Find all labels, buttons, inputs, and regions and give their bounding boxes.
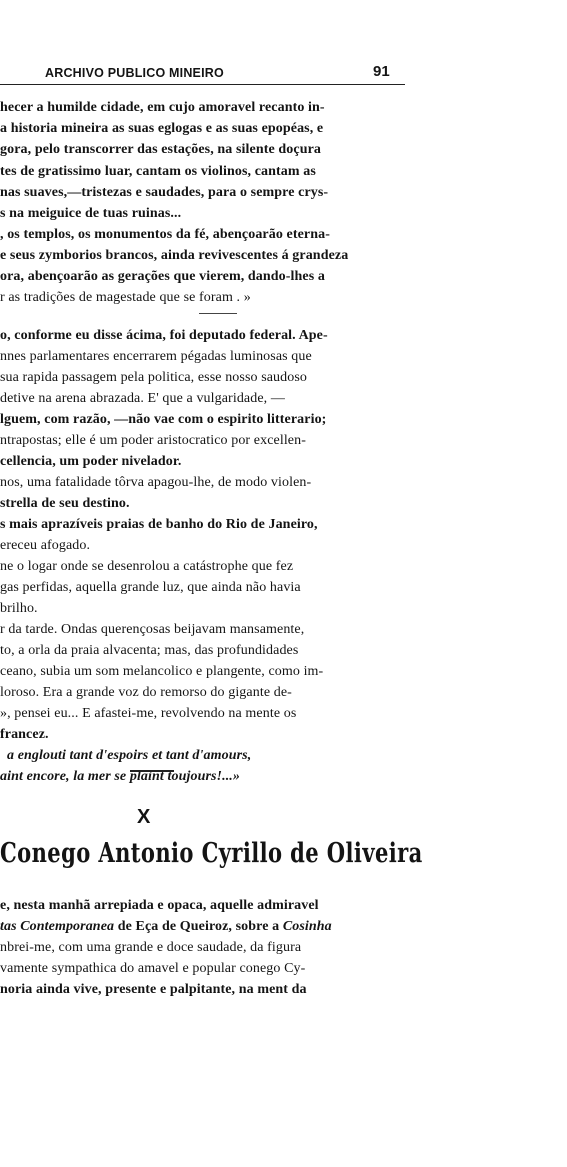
text-line: tes de gratissimo luar, cantam os violinos, cantam as bbox=[0, 164, 316, 179]
text-line: e seus zymborios brancos, ainda revivescentes á grandeza bbox=[0, 248, 349, 263]
text-line: strella de seu destino. bbox=[0, 496, 130, 511]
text-line: r da tarde. Ondas querençosas beijavam mansamente, bbox=[0, 622, 305, 637]
text-line: brilho. bbox=[0, 601, 38, 616]
text-line: s mais aprazíveis praias de banho do Rio de Janeiro, bbox=[0, 517, 318, 532]
text-line: o, conforme eu disse ácima, foi deputado federal. Ape- bbox=[0, 328, 328, 343]
text-fragment: tas Contemporanea bbox=[0, 919, 115, 934]
running-head-title: ARCHIVO PUBLICO MINEIRO bbox=[45, 66, 224, 80]
text-line: lguem, com razão, —não vae com o espirito litterario; bbox=[0, 412, 327, 427]
page-number: 91 bbox=[373, 63, 390, 80]
text-line: cellencia, um poder nivelador. bbox=[0, 454, 182, 469]
text-line: to, a orla da praia alvacenta; mas, das profundidades bbox=[0, 643, 299, 658]
text-line: noria ainda vive, presente e palpitante, na ment da bbox=[0, 982, 307, 997]
text-line: francez. bbox=[0, 727, 49, 742]
text-line: a historia mineira as suas eglogas e as suas epopéas, e bbox=[0, 121, 324, 136]
text-line: s na meiguice de tuas ruinas... bbox=[0, 206, 182, 221]
text-line: nbrei-me, com uma grande e doce saudade, da figura bbox=[0, 940, 302, 955]
text-line: ntrapostas; elle é um poder aristocratico por excellen- bbox=[0, 433, 306, 448]
text-fragment: Cosinha bbox=[282, 919, 332, 934]
text-line: detive na arena abrazada. E' que a vulgaridade, — bbox=[0, 391, 285, 406]
text-line: , os templos, os monumentos da fé, abençoarão eterna- bbox=[0, 227, 330, 242]
text-line: gas perfidas, aquella grande luz, que ainda não havia bbox=[0, 580, 301, 595]
text-line: e, nesta manhã arrepiada e opaca, aquelle admiravel bbox=[0, 898, 319, 913]
text-line: nas suaves,—tristezas e saudades, para o sempre crys- bbox=[0, 185, 329, 200]
text-line: loroso. Era a grande voz do remorso do gigante de- bbox=[0, 685, 292, 700]
text-line: nos, uma fatalidade tôrva apagou-lhe, de modo violen- bbox=[0, 475, 312, 490]
paragraph-divider bbox=[199, 313, 237, 314]
text-line: ereceu afogado. bbox=[0, 538, 91, 553]
text-line: hecer a humilde cidade, em cujo amoravel recanto in- bbox=[0, 100, 325, 115]
text-line: tas Contemporanea de Eça de Queiroz, sobre a Cosinha bbox=[0, 919, 332, 934]
text-line: sua rapida passagem pela politica, esse nosso saudoso bbox=[0, 370, 308, 385]
text-line: vamente sympathica do amavel e popular conego Cy- bbox=[0, 961, 306, 976]
chapter-title: Conego Antonio Cyrillo de Oliveira bbox=[0, 838, 423, 869]
quote-line: a englouti tant d'espoirs et tant d'amours, bbox=[7, 748, 252, 763]
text-line: ora, abençoarão as gerações que vierem, dando-lhes a bbox=[0, 269, 325, 284]
text-line: r as tradições de magestade que se foram . » bbox=[0, 290, 251, 305]
text-line: ceano, subia um som melancolico e plangente, como im- bbox=[0, 664, 324, 679]
text-line: », pensei eu... E afastei-me, revolvendo na mente os bbox=[0, 706, 297, 721]
quote-line: aint encore, la mer se plaint toujours!...» bbox=[0, 769, 240, 784]
text-line: gora, pelo transcorrer das estações, na silente doçura bbox=[0, 142, 322, 157]
running-header bbox=[0, 62, 405, 85]
text-line: nnes parlamentares encerrarem pégadas luminosas que bbox=[0, 349, 312, 364]
section-numeral: X bbox=[137, 806, 151, 828]
section-divider bbox=[130, 770, 174, 772]
text-line: ne o logar onde se desenrolou a catástrophe que fez bbox=[0, 559, 294, 574]
